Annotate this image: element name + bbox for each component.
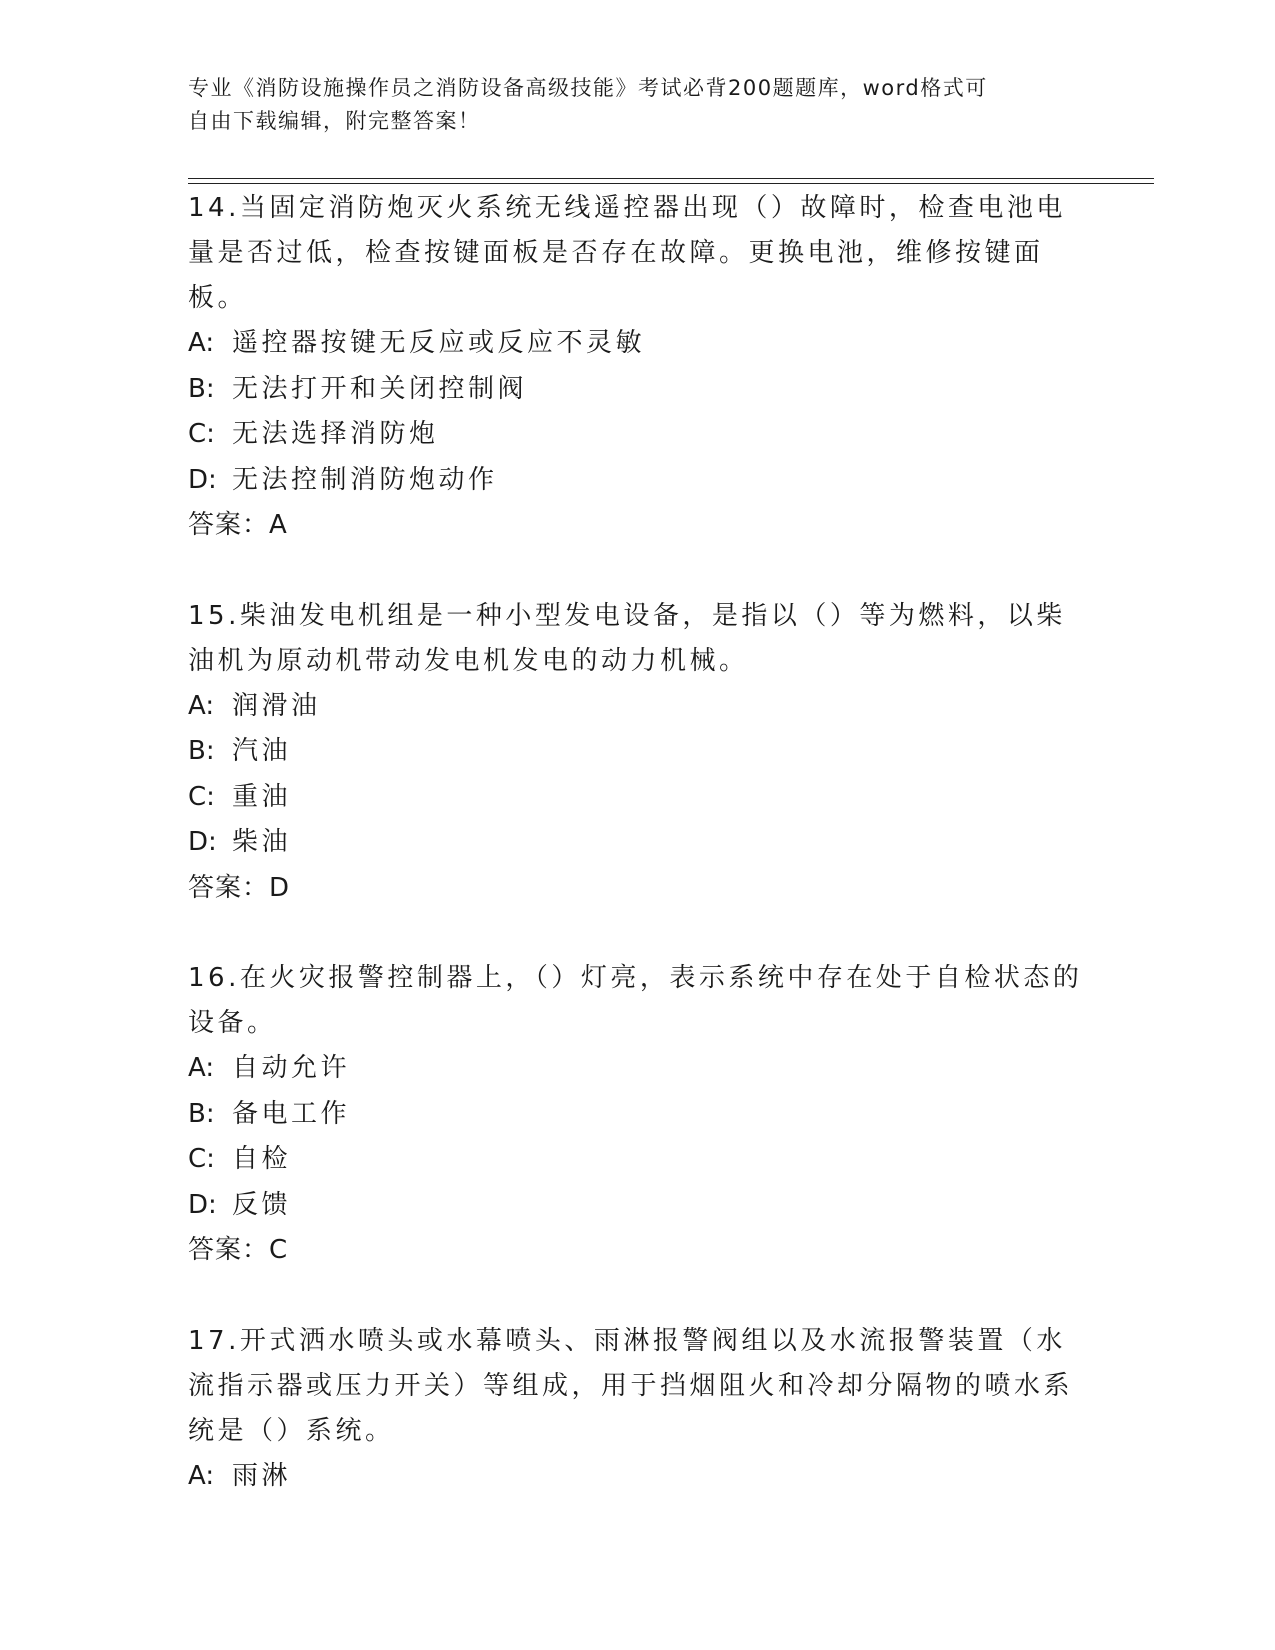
header-divider-bottom (188, 183, 1154, 184)
question-number: 14. (188, 193, 240, 223)
option-a (188, 1046, 1088, 1092)
question-number: 16. (188, 963, 240, 993)
option-c (188, 1137, 1088, 1183)
option-letter: A: (188, 328, 215, 358)
option-text: 遥控器按键无反应或反应不灵敏 (232, 328, 646, 358)
option-a (188, 321, 1088, 367)
option-b (188, 729, 1088, 775)
option-text: 备电工作 (232, 1098, 351, 1129)
question-17 (188, 1319, 1088, 1500)
option-d (188, 820, 1088, 866)
header-line-1: 专业《消防设施操作员之消防设备高级技能》考试必背200题题库，word格式可 (188, 76, 988, 100)
option-d (188, 458, 1088, 504)
option-text: 无法打开和关闭控制阀 (232, 373, 528, 404)
answer-line: 答案：A (188, 510, 288, 540)
option-letter: D: (188, 1189, 217, 1220)
option-letter: C: (188, 419, 215, 449)
question-text: 在火灾报警控制器上，（）灯亮，表示系统中存在处于自检状态的设备。 (188, 963, 1083, 1038)
question-number: 17. (188, 1325, 240, 1356)
question-15 (188, 594, 1088, 912)
answer-line: 答案：D (188, 872, 291, 903)
option-letter: D: (188, 464, 217, 495)
option-letter: B: (188, 1098, 215, 1129)
option-b (188, 1092, 1088, 1138)
spacer (188, 1274, 1088, 1319)
option-text: 自动允许 (232, 1053, 351, 1083)
header-divider-top (188, 178, 1154, 179)
question-list (188, 186, 1088, 1499)
option-letter: B: (188, 373, 215, 404)
question-text: 当固定消防炮灭火系统无线遥控器出现（）故障时，检查电池电量是否过低，检查按键面板是否存在故障。更换电池，维修按键面板。 (188, 193, 1066, 313)
option-letter: A: (188, 690, 215, 721)
question-text: 柴油发电机组是一种小型发电设备，是指以（）等为燃料，以柴油机为原动机带动发电机发电的动力机械。 (188, 600, 1066, 676)
option-text: 自检 (232, 1144, 292, 1174)
option-text: 重油 (232, 781, 292, 812)
option-text: 反馈 (232, 1189, 292, 1220)
question-stem (188, 186, 1088, 321)
option-text: 柴油 (232, 827, 292, 857)
question-stem (188, 1319, 1088, 1454)
question-stem (188, 594, 1088, 684)
option-text: 润滑油 (232, 690, 321, 721)
option-text: 汽油 (232, 736, 292, 766)
header-line-2: 自由下载编辑，附完整答案！ (188, 109, 481, 133)
option-letter: D: (188, 827, 217, 857)
option-letter: C: (188, 1144, 215, 1174)
option-c (188, 412, 1088, 458)
option-text: 无法控制消防炮动作 (232, 464, 498, 495)
question-16 (188, 956, 1088, 1274)
option-a (188, 684, 1088, 730)
answer-line: 答案：C (188, 1235, 289, 1265)
question-14 (188, 186, 1088, 549)
document-header (188, 72, 1068, 138)
option-letter: C: (188, 781, 215, 812)
option-b (188, 367, 1088, 413)
option-letter: B: (188, 736, 215, 766)
spacer (188, 911, 1088, 956)
option-letter: A: (188, 1053, 215, 1083)
option-text: 无法选择消防炮 (232, 419, 439, 449)
question-number: 15. (188, 600, 240, 631)
option-text: 雨淋 (232, 1460, 292, 1491)
option-a (188, 1454, 1088, 1500)
option-letter: A: (188, 1460, 215, 1491)
spacer (188, 549, 1088, 594)
question-text: 开式洒水喷头或水幕喷头、雨淋报警阀组以及水流报警装置（水流指示器或压力开关）等组成，用于挡烟阻火和冷却分隔物的喷水系统是（）系统。 (188, 1325, 1074, 1446)
option-c (188, 775, 1088, 821)
option-d (188, 1183, 1088, 1229)
question-stem (188, 956, 1088, 1046)
